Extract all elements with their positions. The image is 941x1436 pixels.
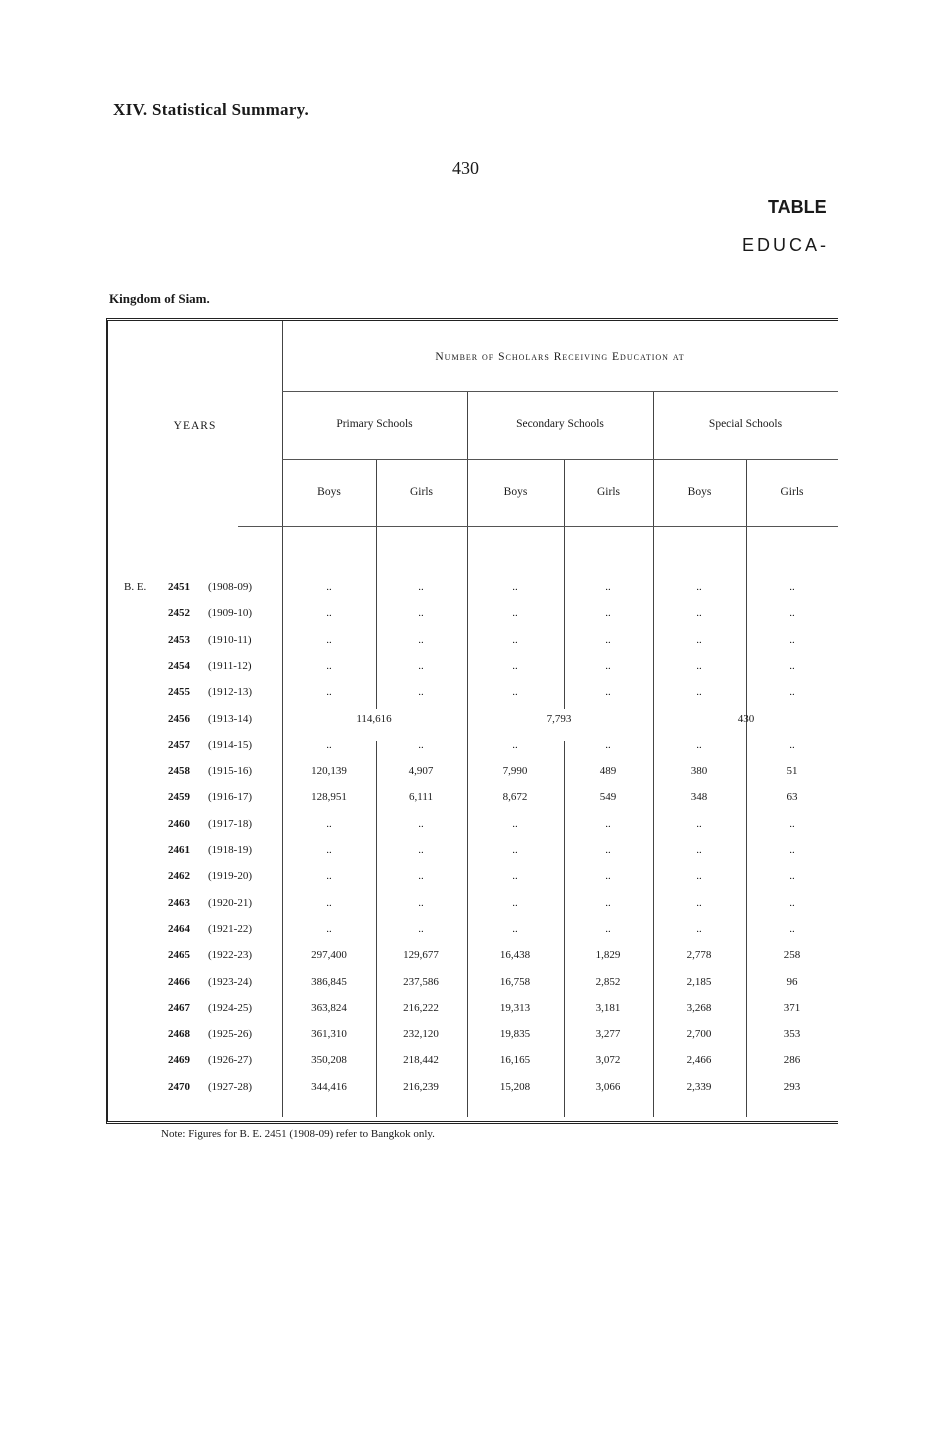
table-cell-merged: 114,616 — [356, 713, 392, 725]
table-cell: 96 — [786, 976, 798, 988]
group-primary: Primary Schools — [336, 418, 413, 430]
table-cell: 258 — [783, 949, 801, 961]
common-era-years: (1908-09) — [208, 581, 252, 593]
common-era-years: (1925-26) — [208, 1028, 252, 1040]
table-cell: .. — [326, 686, 332, 698]
row-year-label — [168, 870, 252, 882]
table-cell: 63 — [786, 791, 798, 803]
table-cell: .. — [789, 818, 795, 830]
buddhist-era-year: 2459 — [168, 791, 190, 803]
table-title: Number of Scholars Receiving Education at — [435, 351, 685, 363]
row-year-label — [168, 581, 252, 593]
table-cell: 2,339 — [686, 1081, 712, 1093]
table-cell: .. — [605, 844, 611, 856]
page-number: 430 — [452, 158, 479, 178]
table-cell: .. — [789, 897, 795, 909]
table-cell: .. — [696, 581, 702, 593]
subhead-secondary-girls: Girls — [597, 486, 620, 498]
common-era-years: (1917-18) — [208, 818, 252, 830]
table-cell: .. — [789, 660, 795, 672]
table-cell: .. — [789, 870, 795, 882]
table-cell: 297,400 — [311, 949, 347, 961]
common-era-years: (1912-13) — [208, 686, 252, 698]
table-cell: .. — [605, 686, 611, 698]
divider — [282, 391, 838, 392]
divider — [467, 391, 468, 1117]
table-cell: .. — [512, 923, 518, 935]
table-cell: .. — [418, 581, 424, 593]
table-cell: .. — [605, 607, 611, 619]
table-cell: 2,778 — [686, 949, 712, 961]
buddhist-era-year: 2469 — [168, 1054, 190, 1066]
table-cell: .. — [789, 739, 795, 751]
table-cell: 380 — [690, 765, 708, 777]
table-cell: .. — [418, 897, 424, 909]
table-cell: .. — [326, 660, 332, 672]
table-cell: 361,310 — [311, 1028, 347, 1040]
table-cell: .. — [696, 923, 702, 935]
buddhist-era-year: 2460 — [168, 818, 190, 830]
subhead-special-boys: Boys — [687, 486, 712, 498]
row-year-label — [168, 818, 252, 830]
buddhist-era-year: 2457 — [168, 739, 190, 751]
table-cell: 216,222 — [403, 1002, 439, 1014]
table-cell: .. — [326, 844, 332, 856]
table-cell: .. — [326, 870, 332, 882]
buddhist-era-year: 2454 — [168, 660, 190, 672]
row-year-label — [168, 713, 252, 725]
table-cell: .. — [418, 923, 424, 935]
common-era-years: (1914-15) — [208, 739, 252, 751]
buddhist-era-year: 2464 — [168, 923, 190, 935]
buddhist-era-year: 2468 — [168, 1028, 190, 1040]
table-cell: 386,845 — [311, 976, 347, 988]
table-cell: 4,907 — [408, 765, 434, 777]
table-cell: 19,313 — [499, 1002, 531, 1014]
table-cell: 216,239 — [403, 1081, 439, 1093]
table-cell: .. — [326, 923, 332, 935]
table-cell: 16,438 — [499, 949, 531, 961]
table-cell: .. — [512, 634, 518, 646]
table-cell: .. — [696, 686, 702, 698]
table-cell: .. — [418, 634, 424, 646]
table-cell: 489 — [599, 765, 617, 777]
subhead-special-girls: Girls — [780, 486, 804, 498]
buddhist-era-year: 2461 — [168, 844, 190, 856]
table-cell: .. — [418, 739, 424, 751]
common-era-years: (1915-16) — [208, 765, 252, 777]
row-year-label — [168, 791, 252, 803]
divider — [282, 321, 283, 1117]
table-cell: .. — [696, 818, 702, 830]
table-cell: .. — [789, 581, 795, 593]
buddhist-era-year: 2453 — [168, 634, 190, 646]
table-cell: 2,185 — [686, 976, 712, 988]
divider — [238, 526, 838, 527]
table-cell: 6,111 — [409, 791, 433, 803]
table-cell: .. — [696, 897, 702, 909]
buddhist-era-year: 2467 — [168, 1002, 190, 1014]
buddhist-era-year: 2462 — [168, 870, 190, 882]
table-cell: .. — [605, 818, 611, 830]
table-cell: .. — [696, 870, 702, 882]
table-cell: .. — [418, 818, 424, 830]
table-cell: 3,268 — [686, 1002, 712, 1014]
buddhist-era-year: 2458 — [168, 765, 190, 777]
common-era-years: (1910-11) — [208, 634, 252, 646]
region-label: Kingdom of Siam. — [109, 291, 210, 306]
row-year-label — [168, 1081, 252, 1093]
table-cell: .. — [789, 923, 795, 935]
table-cell: 232,120 — [403, 1028, 439, 1040]
table-cell: 3,277 — [595, 1028, 621, 1040]
table-cell: 549 — [599, 791, 617, 803]
table-cell-merged: 7,793 — [546, 713, 572, 725]
table-cell: 371 — [783, 1002, 801, 1014]
table-cell: .. — [326, 818, 332, 830]
divider — [564, 741, 565, 1117]
table-cell: 2,466 — [686, 1054, 712, 1066]
table-cell: .. — [789, 686, 795, 698]
table-cell: .. — [605, 581, 611, 593]
table-cell: .. — [789, 634, 795, 646]
table-cell: 353 — [783, 1028, 801, 1040]
table-cell: .. — [512, 581, 518, 593]
table-cell: .. — [418, 870, 424, 882]
table-cell: .. — [418, 607, 424, 619]
table-cell-merged: 430 — [737, 713, 755, 725]
table-cell: .. — [512, 660, 518, 672]
table-cell: .. — [605, 897, 611, 909]
table-cell: .. — [326, 607, 332, 619]
row-year-label — [168, 976, 252, 988]
table-cell: .. — [512, 607, 518, 619]
common-era-years: (1916-17) — [208, 791, 252, 803]
table-cell: 19,835 — [499, 1028, 531, 1040]
common-era-years: (1918-19) — [208, 844, 252, 856]
table-cell: 15,208 — [499, 1081, 531, 1093]
table-cell: 7,990 — [502, 765, 528, 777]
row-year-label — [168, 634, 252, 646]
table-cell: 237,586 — [403, 976, 439, 988]
buddhist-era-year: 2452 — [168, 607, 190, 619]
years-header: YEARS — [173, 420, 217, 432]
table-cell: .. — [696, 844, 702, 856]
table-cell: .. — [326, 634, 332, 646]
subhead-primary-girls: Girls — [410, 486, 433, 498]
table-cell: 16,758 — [499, 976, 531, 988]
buddhist-era-year: 2466 — [168, 976, 190, 988]
divider — [746, 459, 747, 1117]
table-cell: .. — [418, 686, 424, 698]
buddhist-era-year: 2470 — [168, 1081, 190, 1093]
era-prefix: B. E. — [124, 581, 147, 593]
table-cell: .. — [605, 923, 611, 935]
table-cell: .. — [605, 660, 611, 672]
common-era-years: (1920-21) — [208, 897, 252, 909]
table-cell: .. — [696, 634, 702, 646]
common-era-years: (1922-23) — [208, 949, 252, 961]
common-era-years: (1921-22) — [208, 923, 252, 935]
row-year-label — [168, 1002, 252, 1014]
table-cell: .. — [512, 897, 518, 909]
row-year-label — [168, 765, 252, 777]
table-cell: 363,824 — [311, 1002, 347, 1014]
divider — [376, 741, 377, 1117]
table-cell: 3,181 — [595, 1002, 621, 1014]
table-cell: 218,442 — [403, 1054, 439, 1066]
row-year-label — [168, 923, 252, 935]
table-cell: 344,416 — [311, 1081, 347, 1093]
common-era-years: (1909-10) — [208, 607, 252, 619]
table-cell: .. — [326, 897, 332, 909]
education-table — [106, 318, 838, 1124]
table-cell: .. — [696, 660, 702, 672]
table-cell: 3,066 — [595, 1081, 621, 1093]
table-cell: 16,165 — [499, 1054, 531, 1066]
table-cell: .. — [512, 686, 518, 698]
common-era-years: (1919-20) — [208, 870, 252, 882]
buddhist-era-year: 2456 — [168, 713, 190, 725]
subhead-secondary-boys: Boys — [503, 486, 528, 498]
row-year-label — [168, 844, 252, 856]
row-year-label — [168, 739, 252, 751]
table-label: TABLE — [768, 197, 827, 217]
table-cell: 2,852 — [595, 976, 621, 988]
buddhist-era-year: 2463 — [168, 897, 190, 909]
table-cell: .. — [605, 634, 611, 646]
table-cell: 3,072 — [595, 1054, 621, 1066]
group-special: Special Schools — [708, 418, 783, 430]
table-cell: .. — [512, 870, 518, 882]
footnote: Note: Figures for B. E. 2451 (1908-09) refer to Bangkok only. — [161, 1128, 435, 1140]
common-era-years: (1927-28) — [208, 1081, 252, 1093]
table-cell: 348 — [690, 791, 708, 803]
table-cell: .. — [789, 607, 795, 619]
row-year-label — [168, 949, 252, 961]
buddhist-era-year: 2455 — [168, 686, 190, 698]
table-cell: .. — [696, 607, 702, 619]
table-cell: 2,700 — [686, 1028, 712, 1040]
table-cell: .. — [605, 739, 611, 751]
table-cell: .. — [789, 844, 795, 856]
table-cell: .. — [605, 870, 611, 882]
row-year-label — [168, 607, 252, 619]
table-cell: 350,208 — [311, 1054, 347, 1066]
common-era-years: (1911-12) — [208, 660, 252, 672]
divider — [653, 391, 654, 1117]
row-year-label — [168, 660, 252, 672]
table-cell: 51 — [786, 765, 798, 777]
divider — [282, 459, 838, 460]
common-era-years: (1926-27) — [208, 1054, 252, 1066]
row-year-label — [168, 1028, 252, 1040]
buddhist-era-year: 2451 — [168, 581, 190, 593]
table-cell: 129,677 — [403, 949, 439, 961]
table-cell: .. — [418, 660, 424, 672]
group-secondary: Secondary Schools — [516, 418, 604, 430]
table-cell: .. — [418, 844, 424, 856]
educa-label: EDUCA- — [742, 235, 830, 255]
table-cell: .. — [326, 739, 332, 751]
buddhist-era-year: 2465 — [168, 949, 190, 961]
row-year-label — [168, 686, 252, 698]
subhead-primary-boys: Boys — [317, 486, 341, 498]
table-cell: .. — [512, 739, 518, 751]
table-cell: 1,829 — [595, 949, 621, 961]
table-cell: 8,672 — [502, 791, 528, 803]
row-year-label — [168, 897, 252, 909]
table-cell: .. — [512, 818, 518, 830]
common-era-years: (1923-24) — [208, 976, 252, 988]
table-cell: 120,139 — [311, 765, 347, 777]
table-cell: 286 — [783, 1054, 801, 1066]
row-year-label — [168, 1054, 252, 1066]
table-cell: .. — [512, 844, 518, 856]
common-era-years: (1924-25) — [208, 1002, 252, 1014]
table-cell: 293 — [783, 1081, 801, 1093]
section-title: XIV. Statistical Summary. — [113, 100, 310, 119]
table-cell: .. — [326, 581, 332, 593]
common-era-years: (1913-14) — [208, 713, 252, 725]
table-cell: 128,951 — [311, 791, 347, 803]
table-cell: .. — [696, 739, 702, 751]
